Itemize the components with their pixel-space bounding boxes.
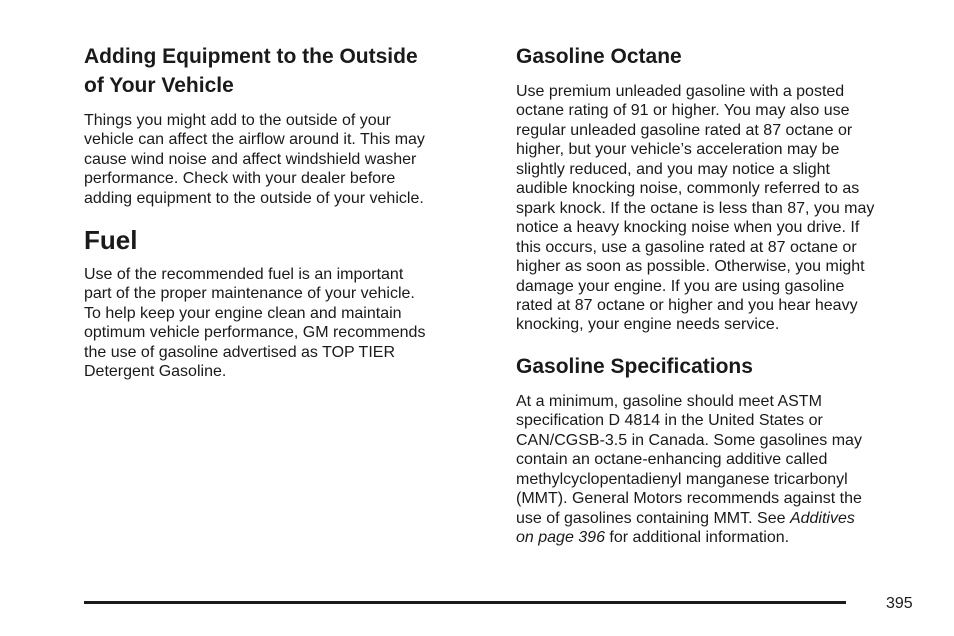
paragraph-line: specification D 4814 in the United States or [516, 412, 823, 430]
paragraph-line: performance. Check with your dealer before [84, 170, 396, 188]
paragraph-line: this occurs, use a gasoline rated at 87 octane or [516, 238, 857, 256]
gasoline-specifications-heading: Gasoline Specifications [516, 355, 753, 378]
paragraph-line: Detergent Gasoline. [84, 363, 227, 381]
paragraph-line: higher, but your vehicle’s acceleration may be [516, 141, 840, 159]
paragraph-line: the use of gasoline advertised as TOP TIER [84, 343, 395, 361]
paragraph-line: knocking, your engine needs service. [516, 316, 780, 334]
paragraph-line: vehicle can affect the airflow around it. This may [84, 131, 425, 149]
paragraph-line: contain an octane-enhancing additive called [516, 451, 828, 469]
paragraph-line: (MMT). General Motors recommends against the [516, 490, 862, 508]
paragraph-line: Use premium unleaded gasoline with a posted [516, 83, 845, 100]
paragraph-line: regular unleaded gasoline rated at 87 octane or [516, 121, 853, 139]
equipment-heading [84, 43, 418, 100]
paragraph-line: To help keep your engine clean and maintain [84, 304, 402, 322]
paragraph-line: spark knock. If the octane is less than 87, you may [516, 199, 875, 217]
equipment-heading-line: of Your Vehicle [84, 73, 234, 97]
paragraph-line: audible knocking noise, commonly referred to as [516, 180, 860, 198]
paragraph-line: adding equipment to the outside of your vehicle. [84, 189, 424, 207]
paragraph-text: use of gasolines containing MMT. See [516, 509, 790, 527]
fuel-paragraph [84, 265, 425, 382]
paragraph-line: part of the proper maintenance of your vehicle. [84, 285, 415, 303]
gasoline-octane-heading: Gasoline Octane [516, 45, 682, 68]
footer-rule [84, 601, 846, 604]
paragraph-line: slightly reduced, and you may notice a slight [516, 160, 830, 178]
paragraph-line: methylcyclopentadienyl manganese tricarbonyl [516, 470, 848, 488]
paragraph-line: octane rating of 91 or higher. You may also use [516, 102, 850, 120]
page-reference-link[interactable]: on page 396 [516, 529, 605, 547]
paragraph-line: At a minimum, gasoline should meet ASTM [516, 393, 822, 410]
paragraph-line: damage your engine. If you are using gasoline [516, 277, 845, 295]
equipment-paragraph [84, 111, 425, 208]
paragraph-line: optimum vehicle performance, GM recommends [84, 324, 426, 342]
paragraph-line [516, 528, 862, 547]
paragraph-text: for additional information. [604, 529, 790, 547]
paragraph-line: Things you might add to the outside of your [84, 112, 391, 129]
paragraph-line: Use of the recommended fuel is an important [84, 266, 404, 283]
gasoline-specifications-paragraph [516, 392, 862, 548]
page-number: 395 [886, 595, 913, 612]
gasoline-octane-paragraph [516, 82, 874, 335]
fuel-heading: Fuel [84, 225, 138, 255]
paragraph-line: cause wind noise and affect windshield washer [84, 150, 417, 168]
equipment-heading-line: Adding Equipment to the Outside [84, 45, 418, 68]
paragraph-line [516, 509, 862, 528]
paragraph-line: notice a heavy knocking noise when you drive. If [516, 219, 860, 237]
paragraph-line: higher as soon as possible. Otherwise, you might [516, 258, 865, 276]
paragraph-line: rated at 87 octane or higher and you hear heavy [516, 296, 858, 314]
additives-reference-link[interactable]: Additives [789, 509, 855, 527]
paragraph-line: CAN/CGSB-3.5 in Canada. Some gasolines may [516, 431, 862, 449]
